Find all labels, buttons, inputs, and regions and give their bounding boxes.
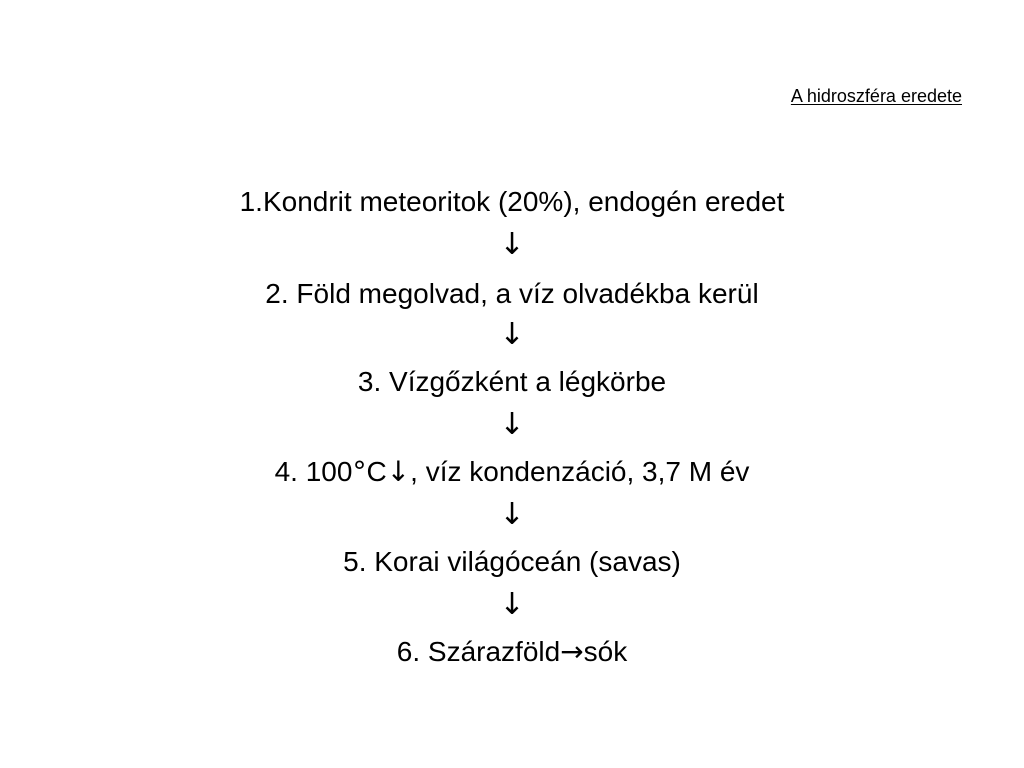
down-arrow-icon: ↓ bbox=[499, 407, 525, 442]
step-4-unit: C bbox=[366, 456, 387, 487]
step-5: 5. Korai világóceán (savas) bbox=[343, 546, 681, 577]
step-1: 1.Kondrit meteoritok (20%), endogén eredet bbox=[239, 186, 785, 217]
step-6-suffix: sók bbox=[583, 636, 628, 667]
step-4-prefix: 4. 100 bbox=[274, 456, 353, 487]
step-6 bbox=[0, 635, 1024, 668]
step-3: 3. Vízgőzként a légkörbe bbox=[357, 366, 667, 397]
down-arrow-icon: ↓ bbox=[386, 455, 411, 488]
down-arrow-icon: ↓ bbox=[499, 227, 525, 262]
step-2: 2. Föld megolvad, a víz olvadékba kerül bbox=[265, 278, 759, 309]
down-arrow-icon: ↓ bbox=[499, 497, 525, 532]
step-4-suffix: , víz kondenzáció, 3,7 M év bbox=[410, 456, 750, 487]
right-arrow-icon: → bbox=[560, 635, 584, 668]
degree-symbol: ° bbox=[352, 455, 367, 488]
step-4 bbox=[0, 455, 1024, 488]
down-arrow-icon: ↓ bbox=[499, 587, 525, 622]
step-6-prefix: 6. Szárazföld bbox=[396, 636, 561, 667]
slide-title: A hidroszféra eredete bbox=[790, 86, 962, 106]
down-arrow-icon: ↓ bbox=[499, 317, 525, 352]
